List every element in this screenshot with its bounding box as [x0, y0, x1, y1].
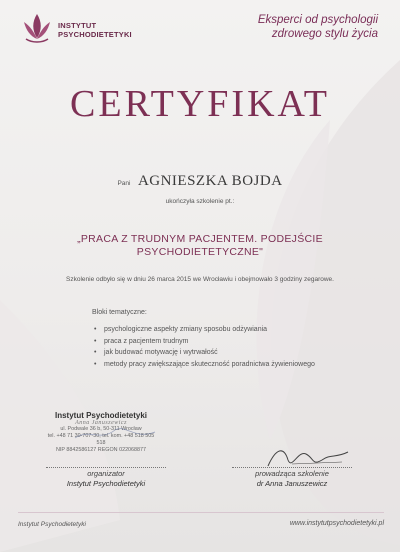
topics-heading: Bloki tematyczne: — [92, 309, 147, 316]
tagline-line1: Eksperci od psychologii — [257, 14, 378, 26]
organizer-role: organizator — [87, 469, 125, 478]
stamp-address: ul. Podwale 36 b, 50-311 Wrocław — [60, 426, 142, 432]
course-info: Szkolenie odbyło się w dniu 26 marca 2015 we Wrocławiu i obejmowało 3 godziny zegarowe. — [66, 276, 334, 283]
course-title-line2: PSYCHODIETETYCZNE" — [136, 246, 264, 258]
footer-website: www.instytutpsychodietetyki.pl — [289, 520, 384, 527]
course-title-line1: „PRACA Z TRUDNYM PACJENTEM. PODEJŚCIE — [77, 233, 323, 245]
instructor-role: prowadząca szkolenie — [255, 469, 329, 478]
certificate-title: CERTYFIKAT — [70, 83, 330, 125]
footer-divider — [18, 512, 384, 513]
institute-logo-icon — [18, 8, 56, 48]
institute-name-line1: INSTYTUT — [58, 21, 97, 30]
tagline-line2: zdrowego stylu życia — [271, 28, 378, 40]
stamp-ids: NIP 8842586127 REGON 022068877 — [55, 447, 147, 453]
stamp-script-name: Anna Januszewicz — [75, 420, 127, 426]
list-item: • jak budować motywację i wytrwałość — [92, 347, 315, 359]
institute-name — [58, 21, 132, 39]
footer-org: Instytut Psychodietetyki — [18, 521, 86, 528]
list-item: • metody pracy zwiększające skuteczność poradnictwa żywieniowego — [92, 359, 315, 371]
course-title — [60, 233, 340, 259]
salutation: Pani — [117, 180, 131, 187]
stamp-phone: tel. +48 71 30-707-30, tel. kom. +48 518 505 518 — [47, 433, 155, 446]
recipient-name: AGNIESZKA BOJDA — [137, 173, 283, 189]
signature-line-left — [46, 467, 166, 468]
recipient-line — [0, 172, 400, 190]
organizer-signer: Instytut Psychodietetyki — [66, 479, 146, 488]
institute-name-line2: PSYCHODIETETYKI — [58, 30, 132, 39]
stamp-signature-scribble — [70, 420, 160, 446]
stamp-org-name: Instytut Psychodietetyki — [54, 411, 148, 420]
instructor-signer: dr Anna Januszewicz — [256, 479, 328, 488]
list-item: • praca z pacjentem trudnym — [92, 336, 315, 348]
topics-list — [92, 324, 315, 370]
completed-text: ukończyła szkolenie pt.: — [165, 198, 235, 205]
list-item: • psychologiczne aspekty zmiany sposobu odżywiania — [92, 324, 315, 336]
tagline — [238, 13, 378, 41]
signature-line-right — [232, 467, 352, 468]
